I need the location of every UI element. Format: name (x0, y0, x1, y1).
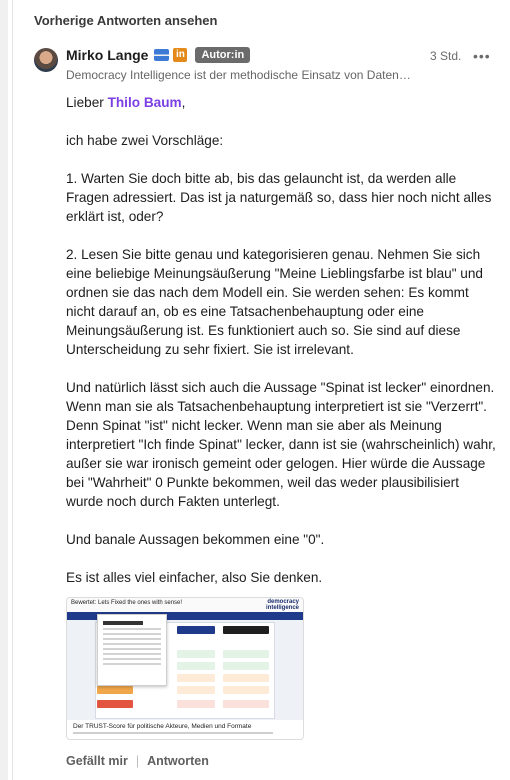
thread-rail (0, 0, 8, 780)
image-cell (177, 674, 215, 682)
thread-line (12, 0, 13, 780)
image-cell (223, 626, 269, 634)
image-footer (67, 720, 304, 740)
image-cell (223, 700, 269, 708)
avatar[interactable] (34, 48, 58, 72)
image-column (223, 622, 263, 719)
comment-body (66, 93, 498, 606)
image-cell (177, 626, 215, 634)
greeting-suffix: , (181, 95, 186, 110)
image-header (67, 598, 304, 612)
image-modal-line (103, 633, 161, 635)
linkedin-premium-icon: in (173, 48, 187, 62)
like-button[interactable]: Gefällt mir (66, 754, 128, 768)
image-cell (97, 700, 133, 708)
image-cell (223, 674, 269, 682)
greeting-prefix: Lieber (66, 95, 108, 110)
image-caption: Der TRUST-Score für politische Akteure, Medien und Formate (73, 723, 252, 730)
image-modal-heading (103, 621, 143, 625)
image-cell (177, 662, 215, 670)
image-modal-line (103, 643, 161, 645)
image-cell (223, 686, 269, 694)
comment-timestamp: 3 Std. (430, 49, 462, 63)
mention-link[interactable]: Thilo Baum (107, 95, 182, 110)
image-cell (177, 650, 215, 658)
image-logo (266, 599, 299, 611)
image-title: Bewertet: Lets Fixed the ones with sense! (71, 600, 183, 606)
image-caption-subline (73, 732, 273, 734)
logo-line: intelligence (265, 605, 299, 611)
image-cell (177, 686, 215, 694)
paragraph: 2. Lesen Sie bitte genau und kategorisieren genau. Nehmen Sie sich eine beliebige Meinungsäußerung "Meine Lieblingsfarbe ist blau" und ordnen sie das nach dem Modell ein. Sie werden sehen: Es kommt nicht darauf an, ob es eine Tatsachenbehauptung oder eine Meinungsäußerung ist. Es funktioniert auch so. Sie sind auf diese Unterscheidung zu sehr fixiert. Sie ist irrelevant. (66, 247, 483, 357)
image-modal (97, 614, 167, 686)
author-row (66, 47, 250, 63)
image-cell (177, 700, 215, 708)
paragraph: ich habe zwei Vorschläge: (66, 133, 224, 148)
image-column (177, 622, 217, 719)
image-cell (97, 686, 133, 694)
author-badge: Autor:in (195, 47, 250, 63)
view-previous-replies-link[interactable]: Vorherige Antworten ansehen (34, 13, 218, 28)
image-modal-line (103, 663, 161, 665)
paragraph: Es ist alles viel einfacher, also Sie denken. (66, 570, 323, 585)
more-options-icon[interactable]: ••• (473, 48, 491, 64)
paragraph: 1. Warten Sie doch bitte ab, bis das gelauncht ist, da werden alle Fragen adressiert. Das ist ja naturgemäß so, dass hier noch nicht alles erklärt ist, oder? (66, 171, 492, 224)
paragraph: Und banale Aussagen bekommen eine "0". (66, 532, 325, 547)
paragraph: Und natürlich lässt sich auch die Aussage "Spinat ist lecker" einordnen. Wenn man sie als Tatsachenbehauptung interpretiert ist sie "Verzerrt". Denn Spinat "ist" nicht lecker. Wenn man sie aber als Meinung interpretiert "Ich finde Spinat" lecker, dann ist sie (wahrscheinlich) wahr, außer sie war ironisch gemeint oder gelogen. Hier würde die Aussage bei "Wahrheit" 0 Punkte bekommen, weil das weder plausibilisiert wurde noch durch Fakten unterlegt. (66, 380, 496, 509)
greeting (66, 93, 498, 112)
reply-button[interactable]: Antworten (147, 754, 209, 768)
image-cell (223, 650, 269, 658)
wave-flag-icon (154, 49, 169, 61)
image-modal-line (103, 648, 161, 650)
action-separator: | (135, 754, 140, 768)
image-modal-line (103, 653, 161, 655)
author-headline: Democracy Intelligence ist der methodische Einsatz von Daten… (66, 68, 411, 82)
comment-actions (66, 754, 209, 768)
image-modal-line (103, 638, 161, 640)
logo-line: democracy (267, 599, 299, 605)
image-modal-line (103, 628, 161, 630)
attached-image[interactable] (66, 597, 304, 740)
author-name[interactable]: Mirko Lange (66, 47, 149, 63)
image-modal-line (103, 658, 161, 660)
image-cell (223, 662, 269, 670)
